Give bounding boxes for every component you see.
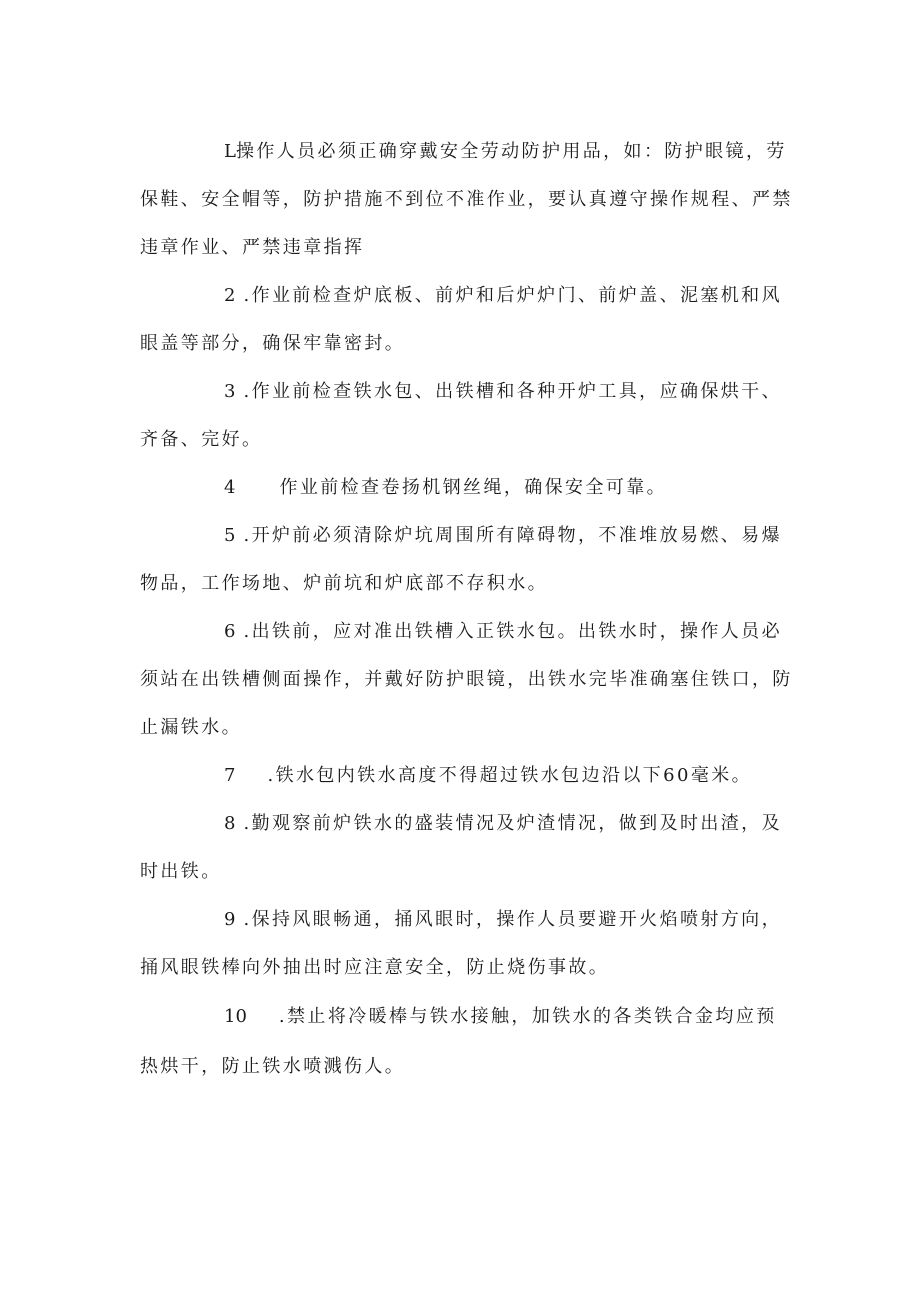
item-number: 3	[224, 381, 236, 402]
item-text: 作业前检查卷扬机钢丝绳，确保安全可靠。	[279, 477, 668, 498]
item-number: 4	[224, 477, 236, 498]
list-item	[140, 896, 800, 992]
list-item	[140, 512, 800, 608]
item-number: 10	[224, 1006, 247, 1027]
item-text: .开炉前必须清除炉坑周围所有障碍物，不准堆放易燃、易爆物品，工作场地、炉前坑和炉底部不存积水。	[140, 525, 782, 594]
list-item	[140, 752, 800, 800]
list-item	[140, 368, 800, 464]
item-text: 操作人员必须正确穿戴安全劳动防护用品，如：防护眼镜，劳保鞋、安全帽等，防护措施不到位不准作业，要认真遵守操作规程、严禁违章作业、严禁违章指挥	[140, 141, 793, 258]
item-number: 6	[224, 621, 236, 642]
item-number: 2	[224, 285, 236, 306]
item-number: 5	[224, 525, 236, 546]
item-number: 8	[224, 813, 236, 834]
item-number: 7	[224, 765, 236, 786]
item-text: .勤观察前炉铁水的盛装情况及炉渣情况，做到及时出渣，及时出铁。	[140, 813, 782, 882]
item-number: L	[224, 141, 236, 162]
item-text: .保持风眼畅通，捅风眼时，操作人员要避开火焰喷射方向，捅风眼铁棒向外抽出时应注意安全，防止烧伤事故。	[140, 909, 782, 978]
item-text: .禁止将冷暖棒与铁水接触，加铁水的各类铁合金均应预热烘干，防止铁水喷溅伤人。	[140, 1006, 777, 1077]
list-item	[140, 128, 800, 272]
list-item	[140, 272, 800, 368]
list-item	[140, 992, 780, 1092]
item-text: .出铁前，应对准出铁槽入正铁水包。出铁水时，操作人员必须站在出铁槽侧面操作，并戴好防护眼镜，出铁水完毕准确塞住铁口，防止漏铁水。	[140, 621, 793, 738]
item-number: 9	[224, 909, 236, 930]
list-item	[140, 800, 800, 896]
list-item	[140, 608, 800, 752]
item-text: .铁水包内铁水高度不得超过铁水包边沿以下60毫米。	[267, 765, 753, 786]
list-item	[140, 464, 800, 512]
item-text: .作业前检查炉底板、前炉和后炉炉门、前炉盖、泥塞机和风眼盖等部分，确保牢靠密封。	[140, 285, 782, 354]
item-text: .作业前检查铁水包、出铁槽和各种开炉工具，应确保烘干、齐备、完好。	[140, 381, 782, 450]
